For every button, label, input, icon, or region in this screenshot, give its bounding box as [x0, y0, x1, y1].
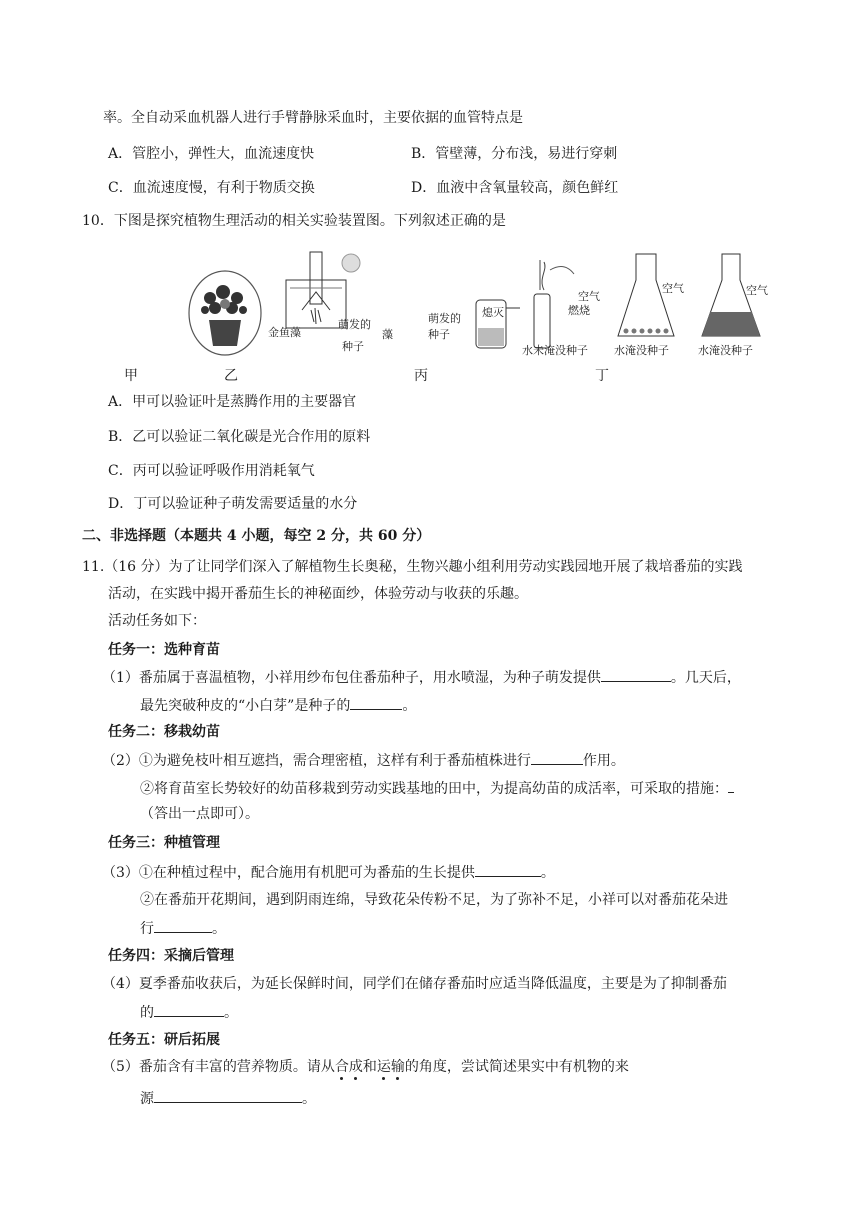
flask-1-seeds	[624, 329, 669, 334]
task-1-title: 任务一：选种育苗	[108, 642, 220, 658]
bing-seed-label1: 萌发的	[428, 312, 461, 325]
answer-blank-2[interactable]	[350, 694, 402, 710]
answer-blank-5[interactable]	[475, 861, 541, 877]
q11-part3-line2: ②在番茄开花期间，遇到阴雨连绵，导致花朵传粉不足，为了弥补不足，小祥可以对番茄花朵进	[140, 892, 728, 908]
q11-part5-text-a: （5）番茄含有丰富的营养物质。请从	[102, 1059, 335, 1075]
q11-part2-text-a: （2）①为避免枝叶相互遮挡，需合理密植，这样有利于番茄植株进行	[102, 753, 531, 769]
q11-part4-text-c: 。	[224, 1005, 238, 1021]
bing-air-label: 空气	[578, 290, 600, 303]
figure-ding	[612, 250, 784, 360]
q11-part3-text-e: 。	[212, 921, 226, 937]
caption-bing: 丙	[414, 368, 428, 384]
figure-jia	[185, 268, 265, 358]
yi-label-right1: 萌发的	[338, 318, 371, 331]
q11-part1-line2	[140, 694, 416, 716]
bing-out-label: 熄灭	[482, 306, 504, 319]
ding-air2-label: 空气	[746, 284, 768, 297]
q9-option-a: A．管腔小，弹性大，血流速度快	[108, 146, 315, 162]
emphasis-char: 成	[348, 1059, 363, 1075]
caption-ding: 丁	[595, 368, 609, 384]
q9-option-c: C．血流速度慢，有利于物质交换	[108, 180, 315, 196]
bing-burn-label: 燃烧	[568, 304, 590, 317]
q11-part1-text-b: 。几天后，	[670, 670, 741, 686]
q9-option-d: D．血液中含氧量较高，颜色鲜红	[411, 180, 619, 196]
flask-2-water	[702, 312, 760, 336]
q11-part4-text-b: 的	[140, 1005, 154, 1021]
q11-part2-line3: （答出一点即可）。	[140, 806, 259, 822]
task-4-title: 任务四：采摘后管理	[108, 948, 234, 964]
q9-stem-tail: 率。全自动采血机器人进行手臂静脉采血时，主要依据的血管特点是	[103, 110, 523, 126]
flower-pot	[209, 320, 241, 346]
answer-blank-1[interactable]	[601, 666, 671, 682]
yi-label-right2: 种子	[342, 340, 364, 353]
q10-option-b: B．乙可以验证二氧化碳是光合作用的原料	[108, 429, 371, 445]
emphasis-char: 输	[390, 1059, 405, 1075]
candle-flame	[540, 260, 545, 290]
q11-stem-line3: 活动任务如下：	[108, 613, 206, 629]
emphasis-char: 运	[376, 1059, 391, 1075]
answer-blank-8[interactable]	[154, 1087, 302, 1103]
emphasis-char: 合	[334, 1059, 349, 1075]
q11-part5-line2	[140, 1087, 316, 1109]
funnel	[302, 292, 330, 310]
q11-part2-line2	[140, 777, 734, 799]
q11-part5-line1	[102, 1057, 629, 1077]
q11-part5-text-c: 和	[362, 1059, 377, 1075]
ding-flask2-label: 水淹没种子	[698, 344, 753, 357]
q11-part2-line1	[102, 749, 625, 771]
caption-jia: 甲	[124, 368, 138, 384]
task-3-title: 任务三：种植管理	[108, 835, 220, 851]
jar-boiled-seeds	[534, 294, 550, 348]
task-2-title: 任务二：移栽幼苗	[108, 724, 220, 740]
bing-seed-label2: 种子	[428, 328, 450, 341]
section-2-title: 二、非选择题（本题共 4 小题，每空 2 分，共 60 分）	[82, 528, 431, 544]
q11-part5-text-f: 源	[140, 1091, 154, 1107]
flask-1	[618, 254, 674, 336]
q11-part1-line1	[102, 666, 741, 688]
ding-air1-label: 空气	[662, 282, 684, 295]
q11-part3-line3	[140, 917, 226, 939]
answer-blank-7[interactable]	[154, 1001, 224, 1017]
yi-label-edge: 藻	[382, 328, 393, 341]
q11-part2-text-b: 作用。	[582, 753, 625, 769]
ding-flask1-label: 水淹没种子	[614, 344, 669, 357]
lamp	[342, 254, 360, 272]
q9-option-b: B．管壁薄，分布浅，易进行穿刺	[411, 146, 618, 162]
answer-blank-6[interactable]	[154, 917, 212, 933]
q10-stem: 10．下图是探究植物生理活动的相关实验装置图。下列叙述正确的是	[82, 213, 506, 229]
q11-part5-text-e: 的角度，尝试简述果实中有机物的来	[404, 1059, 629, 1075]
q10-option-c: C．丙可以验证呼吸作用消耗氧气	[108, 463, 315, 479]
q11-part4-line2	[140, 1001, 238, 1023]
q11-part3-line1	[102, 861, 555, 883]
task-5-title: 任务五：研后拓展	[108, 1032, 220, 1048]
answer-blank-3[interactable]	[531, 749, 583, 765]
q11-part3-text-d: 行	[140, 921, 154, 937]
q11-stem-line1: 11.（16 分）为了让同学们深入了解植物生长奥秘，生物兴趣小组利用劳动实践园地开展了栽培番茄的实践	[82, 559, 743, 575]
answer-blank-4[interactable]	[728, 777, 734, 793]
caption-yi: 乙	[224, 368, 238, 384]
q11-part1-text-a: （1）番茄属于喜温植物，小祥用纱布包住番茄种子，用水喷湿，为种子萌发提供	[102, 670, 601, 686]
q10-option-a: A．甲可以验证叶是蒸腾作用的主要器官	[108, 394, 357, 410]
q11-part1-text-c: 最先突破种皮的“小白芽”是种子的	[140, 698, 351, 714]
figure-bing	[428, 250, 608, 360]
q11-part3-text-a: （3）①在种植过程中，配合施用有机肥可为番茄的生长提供	[102, 865, 475, 881]
q11-part2-text-c: ②将育苗室长势较好的幼苗移栽到劳动实践基地的田中，为提高幼苗的成活率，可采取的措施：	[140, 781, 728, 797]
test-tube	[310, 252, 322, 304]
q11-part3-text-b: 。	[540, 865, 555, 881]
q10-option-d: D．丁可以验证种子萌发需要适量的水分	[108, 496, 358, 512]
q11-part5-text-g: 。	[302, 1091, 316, 1107]
q11-stem-line2: 活动，在实践中揭开番茄生长的神秘面纱，体验劳动与收获的乐趣。	[108, 586, 528, 602]
bing-flask-label: 水未淹没种子	[522, 344, 588, 357]
yi-label-left: 金鱼藻	[268, 326, 301, 339]
q11-part1-text-d: 。	[402, 698, 417, 714]
q11-part4-line1: （4）夏季番茄收获后，为延长保鲜时间，同学们在储存番茄时应适当降低温度，主要是为了抑制番茄	[102, 976, 727, 992]
plant-leaves	[201, 285, 247, 314]
figure-yi	[266, 250, 401, 360]
hand	[550, 267, 574, 274]
